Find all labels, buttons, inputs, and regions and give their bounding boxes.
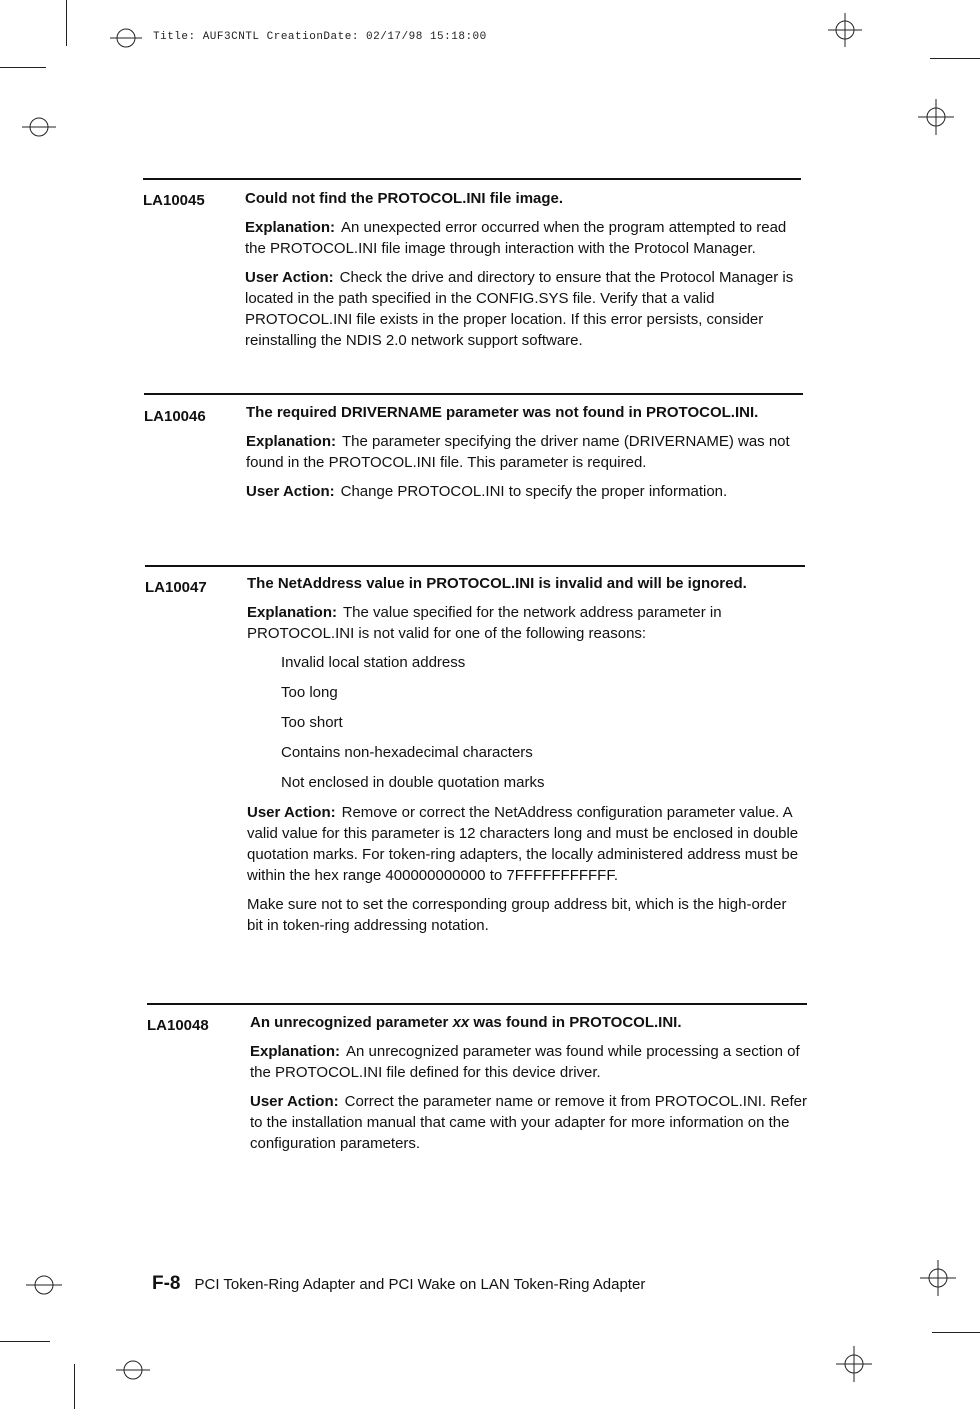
explanation-label: Explanation: [247,604,338,621]
user-action-paragraph [250,1091,808,1154]
entry-divider [143,178,801,180]
message-entry [246,402,804,510]
explanation-text: The value specified for the network address parameter in PROTOCOL.INI is not valid for one of the following reasons: [247,604,722,642]
user-action-label: User Action: [245,269,334,286]
message-title [250,1012,808,1033]
reason-item: Invalid local station address [281,654,466,671]
user-action-label: User Action: [246,483,335,500]
message-title: The NetAddress value in PROTOCOL.INI is invalid and will be ignored. [247,575,747,592]
title-part: An unrecognized parameter [250,1014,449,1031]
reason-item: Contains non-hexadecimal characters [281,744,533,761]
message-entry [250,1012,808,1162]
crop-mark [66,0,67,46]
registration-mark-icon [22,114,56,140]
entry-divider [145,565,805,567]
message-code: LA10045 [143,192,205,209]
reason-item: Too long [281,684,338,701]
explanation-paragraph [245,217,803,259]
explanation-label: Explanation: [245,219,336,236]
user-action-text: Change PROTOCOL.INI to specify the proper information. [340,483,728,500]
message-entry [247,573,805,944]
explanation-paragraph [250,1041,808,1083]
explanation-label: Explanation: [246,433,337,450]
crop-mark [0,1341,50,1342]
print-banner: Title: AUF3CNTL CreationDate: 02/17/98 15:18:00 [153,31,487,43]
registration-mark-icon [110,25,142,51]
explanation-label: Explanation: [250,1043,341,1060]
crop-mark [930,58,980,59]
user-action-label: User Action: [247,804,336,821]
registration-mark-icon [918,99,954,135]
title-part: was found in PROTOCOL.INI. [473,1014,682,1031]
entry-divider [144,393,803,395]
crop-mark [74,1364,75,1409]
registration-mark-icon [836,1346,872,1382]
page-number: F-8 [152,1273,181,1294]
reason-item: Not enclosed in double quotation marks [281,774,545,791]
user-action-text: Check the drive and directory to ensure that the Protocol Manager is located in the path specified in the CONFIG.SYS file. Verify that a valid PROTOCOL.INI file exists in the proper location. If this error persists, consider reinstalling the NDIS 2.0 network support software. [245,269,794,349]
crop-mark [0,67,46,68]
user-action-paragraph [247,802,805,886]
user-action-paragraph [245,267,803,351]
registration-mark-icon [920,1260,956,1296]
message-code: LA10046 [144,408,206,425]
page-footer [152,1273,645,1295]
title-variable: xx [452,1014,470,1031]
message-code: LA10048 [147,1017,209,1034]
additional-note: Make sure not to set the corresponding group address bit, which is the high-order bit in token-ring addressing notation. [247,896,787,934]
explanation-paragraph [247,602,805,644]
registration-mark-icon [116,1356,150,1384]
entry-divider [147,1003,807,1005]
crop-mark [932,1332,980,1333]
message-title: The required DRIVERNAME parameter was not found in PROTOCOL.INI. [246,404,759,421]
explanation-text: The parameter specifying the driver name (DRIVERNAME) was not found in the PROTOCOL.INI file. This parameter is required. [246,433,790,471]
running-footer-text: PCI Token-Ring Adapter and PCI Wake on LAN Token-Ring Adapter [194,1276,646,1293]
reason-item: Too short [281,714,343,731]
explanation-text: An unrecognized parameter was found while processing a section of the PROTOCOL.INI file defined for this device driver. [250,1043,800,1081]
message-title: Could not find the PROTOCOL.INI file image. [245,190,564,207]
registration-mark-icon [828,13,862,47]
registration-mark-icon [26,1271,62,1299]
user-action-text: Remove or correct the NetAddress configuration parameter value. A valid value for this parameter is 12 characters long and must be enclosed in double quotation marks. For token-ring adapters, the locally administered address must be within the hex range 400000000000 to 7FFFFFFFFFFF. [247,804,799,884]
explanation-paragraph [246,431,804,473]
user-action-text: Correct the parameter name or remove it from PROTOCOL.INI. Refer to the installation manual that came with your adapter for more information on the configuration parameters. [250,1093,807,1152]
explanation-text: An unexpected error occurred when the program attempted to read the PROTOCOL.INI file image through interaction with the Protocol Manager. [245,219,787,257]
message-entry [245,188,803,359]
message-code: LA10047 [145,579,207,596]
user-action-paragraph [246,481,804,502]
user-action-label: User Action: [250,1093,339,1110]
